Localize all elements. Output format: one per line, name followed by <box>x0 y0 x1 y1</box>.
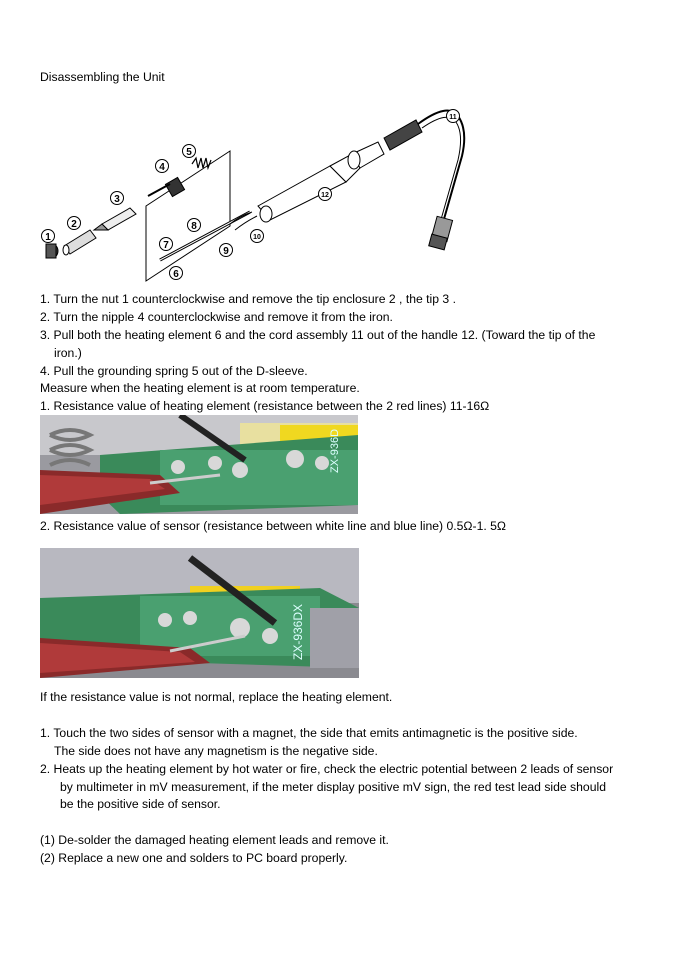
svg-text:11: 11 <box>449 114 457 121</box>
measure-intro: Measure when the heating element is at room temperature. <box>40 381 360 395</box>
board-label: ZX-936DX <box>291 603 305 660</box>
polarity-2-continued-b: be the positive side of sensor. <box>60 797 221 811</box>
callout-8 <box>188 219 201 233</box>
step-1: 1. Turn the nut 1 counterclockwise and remove the tip enclosure 2 , the tip 3 . <box>40 292 456 306</box>
board-label: ZX-936D <box>329 428 341 473</box>
callout-12 <box>319 188 332 201</box>
measure-sensor: 2. Resistance value of sensor (resistance between white line and blue line) 0.5Ω-1. 5Ω <box>40 519 507 533</box>
callout-9 <box>220 244 233 258</box>
soldering-iron-exploded-diagram <box>30 96 510 286</box>
step-3: 3. Pull both the heating element 6 and the cord assembly 11 out of the handle 12. (Toward the tip of the <box>40 328 596 342</box>
tip-enclosure-part <box>63 230 96 255</box>
svg-text:4: 4 <box>159 162 165 173</box>
svg-text:7: 7 <box>163 240 169 251</box>
svg-text:5: 5 <box>186 147 192 158</box>
callout-6 <box>170 267 183 281</box>
page-title: Disassembling the Unit <box>40 70 165 84</box>
replacement-step-1: (1) De-solder the damaged heating element leads and remove it. <box>40 833 389 847</box>
step-2: 2. Turn the nipple 4 counterclockwise and remove it from the iron. <box>40 310 393 324</box>
tip-part <box>94 208 136 230</box>
polarity-1-continued: The side does not have any magnetism is the negative side. <box>54 744 378 758</box>
step-3-continued: iron.) <box>54 346 82 360</box>
callout-4 <box>156 160 169 174</box>
handle-part <box>258 142 384 222</box>
svg-text:10: 10 <box>253 234 261 241</box>
polarity-2: 2. Heats up the heating element by hot water or fire, check the electric potential between 2 leads of sensor <box>40 762 614 776</box>
sensor-resistance-photo <box>40 548 359 678</box>
callout-10 <box>251 230 264 243</box>
measure-heating-element: 1. Resistance value of heating element (resistance between the 2 red lines) 11-16Ω <box>40 399 490 413</box>
heating-element-resistance-photo <box>40 415 358 514</box>
svg-text:8: 8 <box>191 221 197 232</box>
callout-2 <box>68 217 81 231</box>
svg-text:6: 6 <box>173 269 179 280</box>
polarity-1: 1. Touch the two sides of sensor with a magnet, the side that emits antimagnetic is the positive side. <box>40 726 578 740</box>
polarity-2-continued-a: by multimeter in mV measurement, if the meter display positive mV sign, the red test lead side should <box>60 780 606 794</box>
replace-note: If the resistance value is not normal, replace the heating element. <box>40 690 393 704</box>
svg-text:3: 3 <box>114 194 120 205</box>
callout-1 <box>42 230 55 244</box>
callout-11 <box>447 110 460 123</box>
step-4: 4. Pull the grounding spring 5 out of the D-sleeve. <box>40 364 308 378</box>
callout-7 <box>160 238 173 252</box>
svg-text:2: 2 <box>71 219 77 230</box>
callout-5 <box>183 145 196 159</box>
spring-part <box>192 158 211 168</box>
nut-part <box>46 244 58 258</box>
cord-assembly-part <box>384 111 464 250</box>
callout-3 <box>111 192 124 206</box>
svg-text:9: 9 <box>223 246 229 257</box>
svg-text:1: 1 <box>45 232 51 243</box>
replacement-step-2: (2) Replace a new one and solders to PC board properly. <box>40 851 348 865</box>
svg-text:12: 12 <box>321 192 329 199</box>
